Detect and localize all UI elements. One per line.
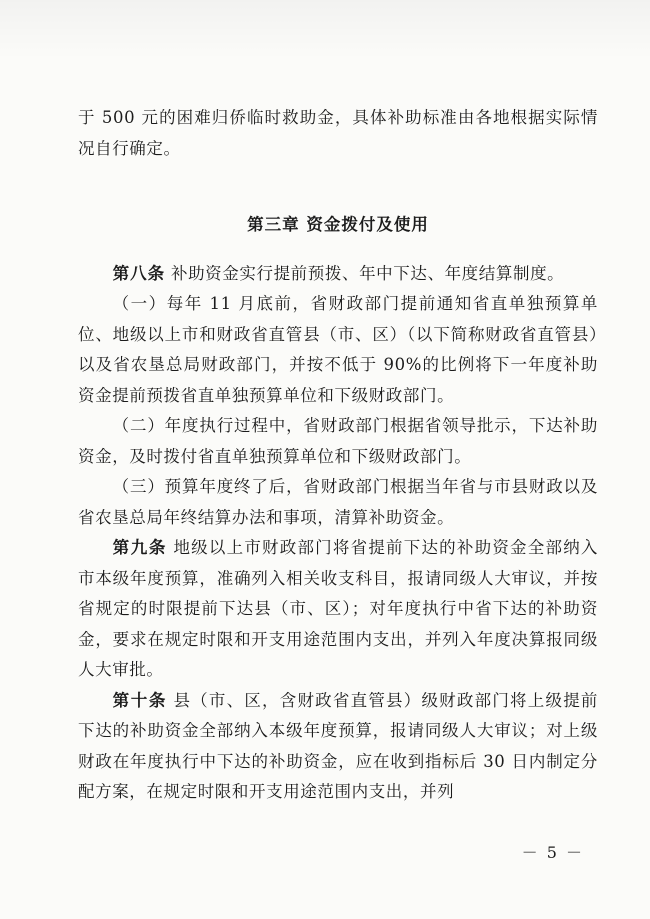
article-9-paragraph [78, 533, 598, 686]
article-10-text: 县（市、区，含财政省直管县）级财政部门将上级提前下达的补助资金全部纳入本级年度预算，报请同级人大审议；对上级财政在年度执行中下达的补助资金，应在收到指标后 30 日内制定分配方案，在规定时限和开支用途范围内支出，并列 [78, 690, 599, 801]
scan-shadow [0, 0, 650, 60]
article-8-text: 补助资金实行提前预拨、年中下达、年度结算制度。 [165, 263, 565, 283]
continued-paragraph: 于 500 元的困难归侨临时救助金，具体补助标准由各地根据实际情况自行确定。 [78, 108, 598, 158]
article-9-heading: 第九条 [112, 538, 167, 557]
article-8-paragraph [78, 259, 598, 290]
article-8-heading: 第八条 [112, 263, 166, 283]
article-8-item-2: （二）年度执行过程中，省财政部门根据省领导批示，下达补助资金，及时拨付省直单独预算单位和下级财政部门。 [78, 416, 598, 466]
page-content [78, 103, 598, 808]
article-10-paragraph [78, 686, 598, 808]
article-8-item-3: （三）预算年度终了后，省财政部门根据当年省与市县财政以及省农垦总局年终结算办法和事项，清算补助资金。 [78, 477, 598, 527]
chapter-heading: 第三章 资金拨付及使用 [247, 215, 429, 234]
article-8-item-1: （一）每年 11 月底前，省财政部门提前通知省直单独预算单位、地级以上市和财政省直管县（市、区）（以下简称财政省直管县）以及省农垦总局财政部门，并按不低于 90%的比例将下一年度补助资金提前预拨省直单独预算单位和下级财政部门。 [78, 294, 598, 405]
article-9-text: 地级以上市财政部门将省提前下达的补助资金全部纳入市本级年度预算，准确列入相关收支科目，报请同级人大审议，并按省规定的时限提前下达县（市、区）；对年度执行中省下达的补助资金，要求在规定时限和开支用途范围内支出，并列入年度决算报同级人大审批。 [78, 538, 599, 679]
page-number: － 5 － [521, 843, 584, 862]
article-10-heading: 第十条 [112, 690, 167, 710]
